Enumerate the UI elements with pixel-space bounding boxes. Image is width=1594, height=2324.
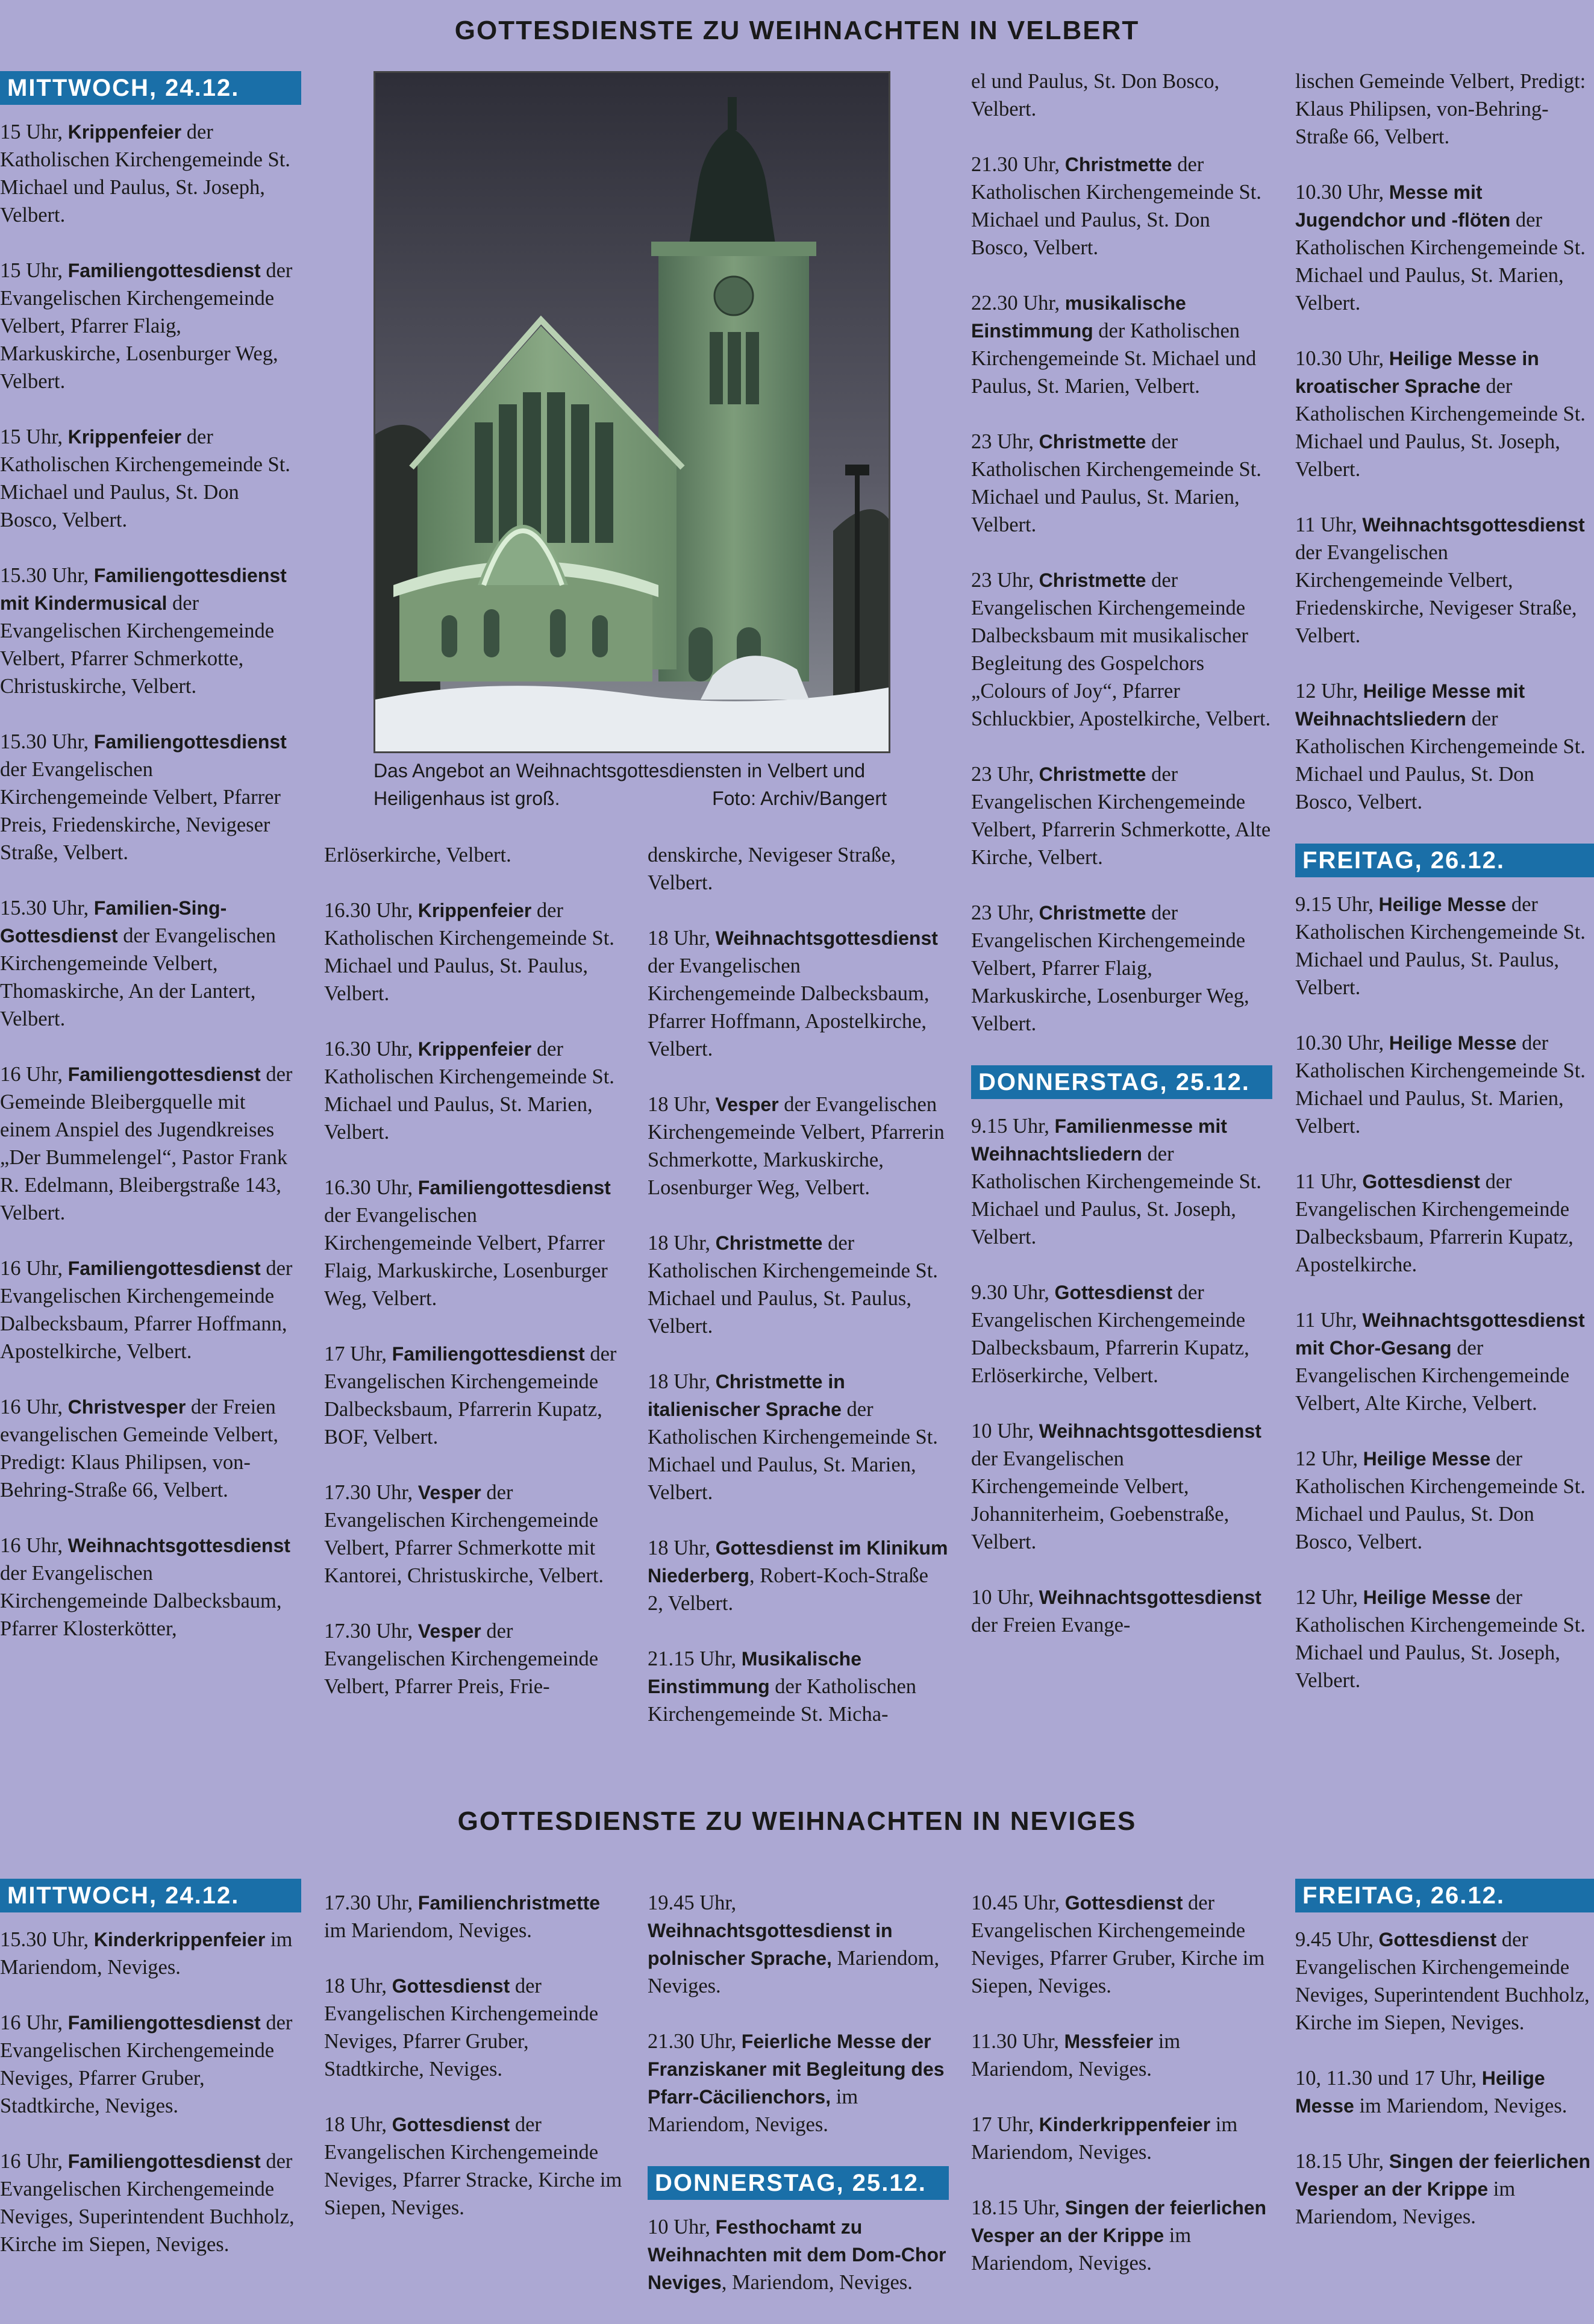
service-time: 15.30 Uhr, bbox=[0, 730, 94, 753]
service-details: der Evangelischen Kirchengemeinde Dalbecksbaum, Pfarrerin Kupatz, Apostelkirche. bbox=[1295, 1170, 1574, 1276]
service-details: , Mariendom, Neviges. bbox=[721, 2271, 913, 2294]
service-time: Erlöserkirche, Velbert. bbox=[324, 844, 511, 866]
service-title: Weihnachtsgottesdienst bbox=[1039, 1586, 1261, 1608]
service-title: Familiengottesdienst bbox=[67, 2150, 261, 2172]
service-time: 17.30 Uhr, bbox=[324, 1481, 418, 1504]
service-entry bbox=[648, 2028, 949, 2138]
service-time: 12 Uhr, bbox=[1295, 1586, 1363, 1609]
service-title: Familiengottesdienst bbox=[67, 1063, 261, 1085]
service-time: 16.30 Uhr, bbox=[324, 1038, 418, 1060]
service-time: 15.30 Uhr, bbox=[0, 1928, 94, 1951]
service-time: 19.45 Uhr, bbox=[648, 1891, 737, 1914]
service-time: 21.30 Uhr, bbox=[971, 153, 1065, 176]
service-entry bbox=[324, 2111, 625, 2222]
service-entry bbox=[648, 2213, 949, 2296]
service-details: der Evangelischen Kirchengemeinde Velbert, Thomaskirche, An der Lantert, Velbert. bbox=[0, 924, 277, 1030]
service-title: Krippenfeier bbox=[67, 426, 182, 448]
service-time: 16 Uhr, bbox=[0, 2011, 68, 2034]
service-time: 15 Uhr, bbox=[0, 259, 68, 282]
service-title: Messe mit Jugendchor und -flöten bbox=[1295, 181, 1511, 231]
service-details: der Evangelischen Kirchengemeinde Velbert, Pfarrer Flaig, Markuskirche, Losenburger Weg, Velbert. bbox=[0, 259, 293, 393]
velbert-column-5 bbox=[1295, 67, 1594, 1722]
service-title: Familiengottesdienst bbox=[67, 1258, 261, 1279]
neviges-column-2 bbox=[324, 1889, 625, 2249]
service-title: Familienchristmette bbox=[417, 1892, 601, 1914]
service-time: 16 Uhr, bbox=[0, 1257, 68, 1280]
service-title: Vesper bbox=[715, 1094, 779, 1115]
service-details: im Mariendom, Neviges. bbox=[324, 1919, 532, 1942]
service-time: 9.15 Uhr, bbox=[1295, 893, 1379, 916]
service-entry bbox=[324, 1479, 625, 1590]
service-entry bbox=[648, 841, 949, 897]
service-entry bbox=[648, 1645, 949, 1728]
service-title: Familiengottesdienst bbox=[392, 1343, 585, 1365]
velbert-title: GOTTESDIENSTE ZU WEIHNACHTEN IN VELBERT bbox=[454, 16, 1140, 45]
service-entry bbox=[1295, 1168, 1594, 1279]
service-time: 16.30 Uhr, bbox=[324, 1176, 418, 1199]
service-entry bbox=[971, 1417, 1272, 1556]
velbert-column-4 bbox=[971, 67, 1272, 1667]
service-time: 23 Uhr, bbox=[971, 569, 1039, 592]
service-title: Gottesdienst bbox=[1378, 1929, 1497, 1950]
service-details: der Evangelischen Kirchengemeinde Velbert, Pfarrer Flaig, Markuskirche, Losenburger Weg, Velbert. bbox=[324, 1204, 608, 1310]
service-title: Krippenfeier bbox=[67, 121, 182, 143]
service-details: der Katholischen Kirchengemeinde St. Michael und Paulus, St. Don Bosco, Velbert. bbox=[1295, 1447, 1586, 1553]
service-time: 10, 11.30 und 17 Uhr, bbox=[1295, 2067, 1482, 2090]
service-entry bbox=[0, 1060, 301, 1227]
service-time: 11 Uhr, bbox=[1295, 1309, 1363, 1332]
velbert-column-1 bbox=[0, 71, 301, 1670]
service-title: Gottesdienst bbox=[1064, 1892, 1183, 1914]
service-entry bbox=[324, 1972, 625, 2083]
neviges-column-5 bbox=[1295, 1879, 1594, 2258]
service-entry bbox=[971, 2194, 1272, 2277]
service-entry bbox=[1295, 891, 1594, 1001]
service-time: 23 Uhr, bbox=[971, 430, 1039, 453]
service-time: 16 Uhr, bbox=[0, 2150, 68, 2173]
service-entry bbox=[0, 257, 301, 395]
service-time: 10 Uhr, bbox=[648, 2216, 716, 2238]
service-time: 10 Uhr, bbox=[971, 1420, 1039, 1442]
service-title: Vesper bbox=[417, 1620, 481, 1642]
service-title: Christmette bbox=[715, 1232, 823, 1254]
service-title: Familienmesse mit Weihnachtsliedern bbox=[971, 1115, 1227, 1165]
service-time: 18.15 Uhr, bbox=[1295, 2150, 1389, 2173]
photo-credit: Foto: Archiv/Bangert bbox=[712, 788, 887, 809]
service-entry bbox=[0, 1254, 301, 1365]
service-time: 9.45 Uhr, bbox=[1295, 1928, 1379, 1951]
service-title: Gottesdienst bbox=[1362, 1171, 1480, 1192]
service-time: 10.30 Uhr, bbox=[1295, 347, 1389, 370]
service-details: der Katholischen Kirchengemeinde St. Michael und Paulus, St. Don Bosco, Velbert. bbox=[971, 153, 1261, 259]
service-details: der Evangelischen Kirchengemeinde Velbert, Johanniterheim, Goebenstraße, Velbert. bbox=[971, 1447, 1230, 1553]
service-details: der Katholischen Kirchengemeinde St. Michael und Paulus, St. Paulus, Velbert. bbox=[648, 1232, 938, 1338]
service-title: Gottesdienst bbox=[1054, 1282, 1173, 1303]
service-title: Christmette bbox=[1039, 902, 1146, 924]
church-illustration bbox=[375, 73, 889, 751]
service-title: Familiengottesdienst bbox=[67, 260, 261, 281]
service-title: Singen der feierlichen Vesper an der Krippe bbox=[971, 2197, 1267, 2246]
velbert-column-2 bbox=[324, 841, 625, 1728]
service-details: der Evangelischen Kirchengemeinde Neviges, Pfarrer Stracke, Kirche im Siepen, Neviges. bbox=[324, 2113, 622, 2219]
service-entry bbox=[1295, 1926, 1594, 2037]
service-entry bbox=[0, 2147, 301, 2258]
service-time: 18.15 Uhr, bbox=[971, 2196, 1065, 2219]
service-time: 10 Uhr, bbox=[971, 1586, 1039, 1609]
service-entry bbox=[0, 2009, 301, 2120]
church-photo bbox=[373, 71, 890, 753]
service-entry bbox=[971, 67, 1272, 123]
service-title: Familiengottesdienst bbox=[417, 1177, 611, 1198]
service-entry bbox=[324, 897, 625, 1007]
service-details: der Evangelischen Kirchengemeinde Dalbecksbaum, Pfarrer Hoffmann, Apostelkirche, Velbert. bbox=[0, 1257, 293, 1363]
service-details: der Evangelischen Kirchengemeinde Dalbecksbaum, Pfarrerin Kupatz, Erlöserkirche, Velbert. bbox=[971, 1281, 1249, 1387]
service-details: der Evangelischen Kirchengemeinde Velbert, Pfarrer Schmerkotte, Christuskirche, Velbert. bbox=[0, 592, 275, 698]
service-title: Familien-Sing-Gottesdienst bbox=[0, 897, 227, 947]
service-details: der Evangelischen Kirchengemeinde Dalbecksbaum, Pfarrer Hoffmann, Apostelkirche, Velbert. bbox=[648, 954, 930, 1060]
service-details: der Gemeinde Bleibergquelle mit einem Anspiel des Jugendkreises „Der Bummelengel“, Pastor Frank R. Edelmann, Bleibergstraße 143, Velbert. bbox=[0, 1063, 293, 1224]
service-time: 17.30 Uhr, bbox=[324, 1620, 418, 1643]
service-entry bbox=[648, 924, 949, 1063]
service-details: der Evangelischen Kirchengemeinde Dalbecksbaum, Pfarrerin Kupatz, BOF, Velbert. bbox=[324, 1342, 617, 1449]
day-header: DONNERSTAG, 25.12. bbox=[648, 2166, 949, 2200]
service-title: Heilige Messe bbox=[1363, 1586, 1491, 1608]
service-details: der Katholischen Kirchengemeinde St. Michael und Paulus, St. Marien, Velbert. bbox=[971, 319, 1257, 398]
service-entry bbox=[971, 760, 1272, 871]
service-title: Christmette bbox=[1064, 154, 1172, 175]
service-details: der Katholischen Kirchengemeinde St. Michael und Paulus, St. Joseph, Velbert. bbox=[0, 121, 290, 227]
service-title: Familiengottesdienst bbox=[93, 731, 287, 753]
service-details: der Katholischen Kirchengemeinde St. Michael und Paulus, St. Marien, Velbert. bbox=[648, 1398, 938, 1504]
service-details: der Evangelischen Kirchengemeinde Neviges, Pfarrer Gruber, Stadtkirche, Neviges. bbox=[324, 1975, 599, 2081]
service-title: Christmette in italienischer Sprache bbox=[648, 1371, 845, 1420]
service-title: Gottesdienst bbox=[392, 2114, 510, 2135]
service-time: 21.15 Uhr, bbox=[648, 1647, 742, 1670]
service-title: Gottesdienst im Klinikum Niederberg bbox=[648, 1537, 948, 1586]
service-time: 12 Uhr, bbox=[1295, 680, 1363, 703]
service-details: im Mariendom, Neviges. bbox=[971, 2030, 1181, 2081]
service-time: 11 Uhr, bbox=[1295, 513, 1363, 536]
service-entry bbox=[971, 566, 1272, 733]
service-title: Festhochamt zu Weihnachten mit dem Dom-Chor Neviges bbox=[648, 2216, 946, 2293]
service-details: im Mariendom, Neviges. bbox=[1295, 2178, 1516, 2228]
service-details: im Mariendom, Neviges. bbox=[0, 1928, 293, 1979]
service-time: 10.30 Uhr, bbox=[1295, 181, 1389, 204]
neviges-column-1 bbox=[0, 1879, 301, 2286]
service-title: Familiengottesdienst mit Kindermusical bbox=[0, 565, 287, 614]
service-title: Messfeier bbox=[1064, 2031, 1154, 2052]
service-details: der Evangelischen Kirchengemeinde Neviges, Superintendent Buchholz, Kirche im Siepen, Neviges. bbox=[1295, 1928, 1590, 2034]
service-title: Krippenfeier bbox=[417, 1038, 532, 1060]
service-entry bbox=[0, 1532, 301, 1643]
service-entry bbox=[324, 1174, 625, 1312]
service-title: Weihnachtsgottesdienst bbox=[67, 1535, 290, 1556]
service-entry bbox=[0, 894, 301, 1033]
service-entry bbox=[648, 1889, 949, 2000]
day-header: DONNERSTAG, 25.12. bbox=[971, 1065, 1272, 1099]
service-time: 15 Uhr, bbox=[0, 425, 68, 448]
service-entry bbox=[648, 1368, 949, 1506]
service-entry bbox=[1295, 67, 1594, 151]
service-title: Krippenfeier bbox=[417, 900, 532, 921]
neviges-title: GOTTESDIENSTE ZU WEIHNACHTEN IN NEVIGES bbox=[457, 1806, 1137, 1836]
service-time: 21.30 Uhr, bbox=[648, 2030, 742, 2053]
service-entry bbox=[1295, 178, 1594, 317]
service-entry bbox=[0, 423, 301, 534]
service-details: der Evangelischen Kirchengemeinde Velbert, Pfarrer Preis, Friedenskirche, Nevigeser Straße, Velbert. bbox=[0, 758, 281, 864]
service-entry bbox=[1295, 1583, 1594, 1694]
neviges-column-3 bbox=[648, 1889, 949, 2324]
service-title: Christvesper bbox=[67, 1396, 186, 1418]
neviges-column-4 bbox=[971, 1889, 1272, 2305]
service-details: der Evangelischen Kirchengemeinde Neviges, Superintendent Buchholz, Kirche im Siepen, Neviges. bbox=[0, 2150, 295, 2256]
service-entry bbox=[1295, 1029, 1594, 1140]
service-entry bbox=[648, 1534, 949, 1617]
service-details: der Katholischen Kirchengemeinde St. Michael und Paulus, St. Marien, Velbert. bbox=[971, 430, 1261, 536]
service-time: 18 Uhr, bbox=[324, 2113, 392, 2136]
service-title: Weihnachtsgottesdienst bbox=[715, 927, 938, 949]
service-title: Heilige Messe bbox=[1363, 1448, 1491, 1470]
service-details: der Katholischen Kirchengemeinde St. Micha- bbox=[648, 1675, 917, 1726]
service-entry bbox=[1295, 1306, 1594, 1417]
service-entry bbox=[971, 428, 1272, 539]
service-time: lischen Gemeinde Velbert, Predigt: Klaus Philipsen, von-Behring-Straße 66, Velbert. bbox=[1295, 70, 1586, 148]
service-time: el und Paulus, St. Don Bosco, Velbert. bbox=[971, 70, 1220, 121]
service-time: 11 Uhr, bbox=[1295, 1170, 1363, 1193]
photo-caption-text: Das Angebot an Weihnachtsgottesdiensten in Velbert und Heiligenhaus ist groß. bbox=[373, 760, 865, 809]
service-title: Heilige Messe bbox=[1378, 894, 1507, 915]
service-entry bbox=[1295, 677, 1594, 816]
service-time: 9.30 Uhr, bbox=[971, 1281, 1055, 1304]
service-entry bbox=[971, 1583, 1272, 1639]
service-time: 10.45 Uhr, bbox=[971, 1891, 1065, 1914]
service-details: im Mariendom, Neviges. bbox=[1354, 2094, 1567, 2117]
service-title: Christmette bbox=[1039, 431, 1146, 453]
service-title: Musikalische Einstimmung bbox=[648, 1648, 861, 1697]
service-time: 23 Uhr, bbox=[971, 763, 1039, 786]
service-time: denskirche, Nevigeser Straße, Velbert. bbox=[648, 844, 896, 894]
service-entry bbox=[971, 1112, 1272, 1251]
service-title: Weihnachtsgottesdienst bbox=[1039, 1420, 1261, 1442]
service-entry bbox=[324, 1035, 625, 1146]
service-details: der Katholischen Kirchengemeinde St. Michael und Paulus, St. Joseph, Velbert. bbox=[1295, 375, 1586, 481]
service-entry bbox=[1295, 2147, 1594, 2231]
service-details: der Katholischen Kirchengemeinde St. Michael und Paulus, St. Marien, Velbert. bbox=[1295, 208, 1586, 315]
service-time: 18 Uhr, bbox=[324, 1975, 392, 1997]
service-details: der Katholischen Kirchengemeinde St. Michael und Paulus, St. Joseph, Velbert. bbox=[1295, 1586, 1586, 1692]
service-details: der Evangelischen Kirchengemeinde Velbert, Pfarrer Preis, Frie- bbox=[324, 1620, 599, 1698]
day-header: FREITAG, 26.12. bbox=[1295, 844, 1594, 877]
service-details: , Robert-Koch-Straße 2, Velbert. bbox=[648, 1564, 928, 1615]
service-entry bbox=[648, 1229, 949, 1340]
service-time: 10.30 Uhr, bbox=[1295, 1032, 1389, 1054]
service-details: der Evangelischen Kirchengemeinde Velbert, Pfarrer Flaig, Markuskirche, Losenburger Weg, Velbert. bbox=[971, 901, 1249, 1035]
service-entry bbox=[0, 562, 301, 700]
service-details: der Evangelischen Kirchengemeinde Neviges, Pfarrer Gruber, Kirche im Siepen, Neviges. bbox=[971, 1891, 1265, 1997]
service-entry bbox=[1295, 2064, 1594, 2120]
service-time: 12 Uhr, bbox=[1295, 1447, 1363, 1470]
service-time: 17 Uhr, bbox=[971, 2113, 1039, 2136]
service-details: der Evangelischen Kirchengemeinde Velbert, Alte Kirche, Velbert. bbox=[1295, 1336, 1570, 1415]
service-details: der Freien Evange- bbox=[971, 1614, 1131, 1637]
service-title: Vesper bbox=[417, 1482, 481, 1503]
service-time: 9.15 Uhr, bbox=[971, 1115, 1055, 1138]
service-time: 16.30 Uhr, bbox=[324, 899, 418, 922]
service-details: im Mariendom, Neviges. bbox=[971, 2224, 1192, 2275]
service-entry bbox=[0, 118, 301, 229]
service-title: musikalische Einstimmung bbox=[971, 292, 1186, 342]
service-entry bbox=[971, 899, 1272, 1038]
service-entry bbox=[324, 1617, 625, 1700]
service-time: 16 Uhr, bbox=[0, 1395, 68, 1418]
service-time: 18 Uhr, bbox=[648, 1232, 716, 1254]
service-entry bbox=[1295, 345, 1594, 483]
service-time: 11.30 Uhr, bbox=[971, 2030, 1064, 2053]
service-details: Mariendom, Neviges. bbox=[648, 1947, 940, 1997]
service-details: der Katholischen Kirchengemeinde St. Michael und Paulus, St. Marien, Velbert. bbox=[324, 1038, 614, 1144]
service-title: Heilige Messe bbox=[1389, 1032, 1517, 1054]
service-details: der Katholischen Kirchengemeinde St. Michael und Paulus, St. Paulus, Velbert. bbox=[1295, 893, 1586, 999]
service-title: Heilige Messe in kroatischer Sprache bbox=[1295, 348, 1539, 397]
service-details: der Evangelischen Kirchengemeinde Velbert, Pfarrer Schmerkotte mit Kantorei, Christuskirche, Velbert. bbox=[324, 1481, 604, 1587]
service-details: der Evangelischen Kirchengemeinde Dalbecksbaum, Pfarrer Klosterkötter, bbox=[0, 1562, 282, 1640]
service-time: 18 Uhr, bbox=[648, 1370, 716, 1393]
service-entry bbox=[648, 1091, 949, 1201]
service-title: Christmette bbox=[1039, 569, 1146, 591]
service-title: Feierliche Messe der Franziskaner mit Begleitung des Pfarr-Cäcilienchors, bbox=[648, 2031, 945, 2108]
day-header: FREITAG, 26.12. bbox=[1295, 1879, 1594, 1912]
service-entry bbox=[1295, 511, 1594, 650]
service-details: im Mariendom, Neviges. bbox=[971, 2113, 1238, 2164]
service-details: der Katholischen Kirchengemeinde St. Michael und Paulus, St. Don Bosco, Velbert. bbox=[0, 425, 290, 531]
service-details: der Evangelischen Kirchengemeinde Velbert, Friedenskirche, Nevigeser Straße, Velbert. bbox=[1295, 541, 1577, 647]
service-details: der Evangelischen Kirchengemeinde Velbert, Pfarrerin Schmerkotte, Alte Kirche, Velbert. bbox=[971, 763, 1271, 869]
service-entry bbox=[0, 1926, 301, 1981]
service-time: 17.30 Uhr, bbox=[324, 1891, 418, 1914]
service-time: 18 Uhr, bbox=[648, 1536, 716, 1559]
service-title: Familiengottesdienst bbox=[67, 2012, 261, 2034]
service-details: der Katholischen Kirchengemeinde St. Michael und Paulus, St. Marien, Velbert. bbox=[1295, 1032, 1586, 1138]
service-entry bbox=[971, 2111, 1272, 2166]
service-time: 16 Uhr, bbox=[0, 1534, 68, 1557]
service-time: 18 Uhr, bbox=[648, 927, 716, 950]
service-time: 18 Uhr, bbox=[648, 1093, 716, 1116]
service-entry bbox=[0, 728, 301, 866]
service-details: der Freien evangelischen Gemeinde Velbert, Predigt: Klaus Philipsen, von-Behring-Straße 66, Velbert. bbox=[0, 1395, 279, 1502]
service-entry bbox=[324, 841, 625, 869]
service-title: Christmette bbox=[1039, 763, 1146, 785]
day-header: MITTWOCH, 24.12. bbox=[0, 71, 301, 105]
service-title: Heilige Messe mit Weihnachtsliedern bbox=[1295, 680, 1525, 730]
service-time: 23 Uhr, bbox=[971, 901, 1039, 924]
service-details: der Katholischen Kirchengemeinde St. Michael und Paulus, St. Don Bosco, Velbert. bbox=[1295, 707, 1586, 813]
service-entry bbox=[971, 1279, 1272, 1389]
service-time: 15 Uhr, bbox=[0, 121, 68, 143]
service-title: Singen der feierlichen Vesper an der Krippe bbox=[1295, 2150, 1591, 2200]
service-time: 22.30 Uhr, bbox=[971, 292, 1065, 315]
service-entry bbox=[1295, 1445, 1594, 1556]
service-title: Weihnachtsgottesdienst bbox=[1362, 514, 1585, 536]
service-details: der Evangelischen Kirchengemeinde Velbert, Pfarrerin Schmerkotte, Markuskirche, Losenburger Weg, Velbert. bbox=[648, 1093, 945, 1199]
service-details: der Evangelischen Kirchengemeinde Neviges, Pfarrer Gruber, Stadtkirche, Neviges. bbox=[0, 2011, 293, 2117]
service-entry bbox=[324, 1889, 625, 1944]
service-entry bbox=[0, 1393, 301, 1504]
service-title: Kinderkrippenfeier bbox=[93, 1929, 266, 1950]
service-title: Heilige Messe bbox=[1295, 2067, 1545, 2117]
service-details: im Mariendom, Neviges. bbox=[648, 2085, 858, 2136]
service-title: Gottesdienst bbox=[392, 1975, 510, 1997]
service-entry bbox=[324, 1340, 625, 1451]
photo-caption bbox=[373, 757, 889, 812]
service-entry bbox=[971, 289, 1272, 400]
velbert-column-3 bbox=[648, 841, 949, 1756]
service-title: Kinderkrippenfeier bbox=[1039, 2114, 1211, 2135]
service-details: der Evangelischen Kirchengemeinde Dalbecksbaum mit musikalischer Begleitung des Gospelchors „Colours of Joy“, Pfarrer Schluckbier, Apostelkirche, Velbert. bbox=[971, 569, 1271, 730]
service-time: 15.30 Uhr, bbox=[0, 897, 94, 919]
service-time: 17 Uhr, bbox=[324, 1342, 392, 1365]
service-entry bbox=[971, 2028, 1272, 2083]
service-time: 16 Uhr, bbox=[0, 1063, 68, 1086]
service-details: der Katholischen Kirchengemeinde St. Michael und Paulus, St. Paulus, Velbert. bbox=[324, 899, 614, 1005]
service-title: Weihnachtsgottesdienst in polnischer Sprache, bbox=[648, 1920, 893, 1969]
service-details: der Katholischen Kirchengemeinde St. Michael und Paulus, St. Joseph, Velbert. bbox=[971, 1142, 1261, 1248]
day-header: MITTWOCH, 24.12. bbox=[0, 1879, 301, 1912]
service-title: Weihnachtsgottesdienst mit Chor-Gesang bbox=[1295, 1309, 1585, 1359]
service-time: 15.30 Uhr, bbox=[0, 564, 94, 587]
service-entry bbox=[971, 1889, 1272, 2000]
service-entry bbox=[971, 151, 1272, 262]
